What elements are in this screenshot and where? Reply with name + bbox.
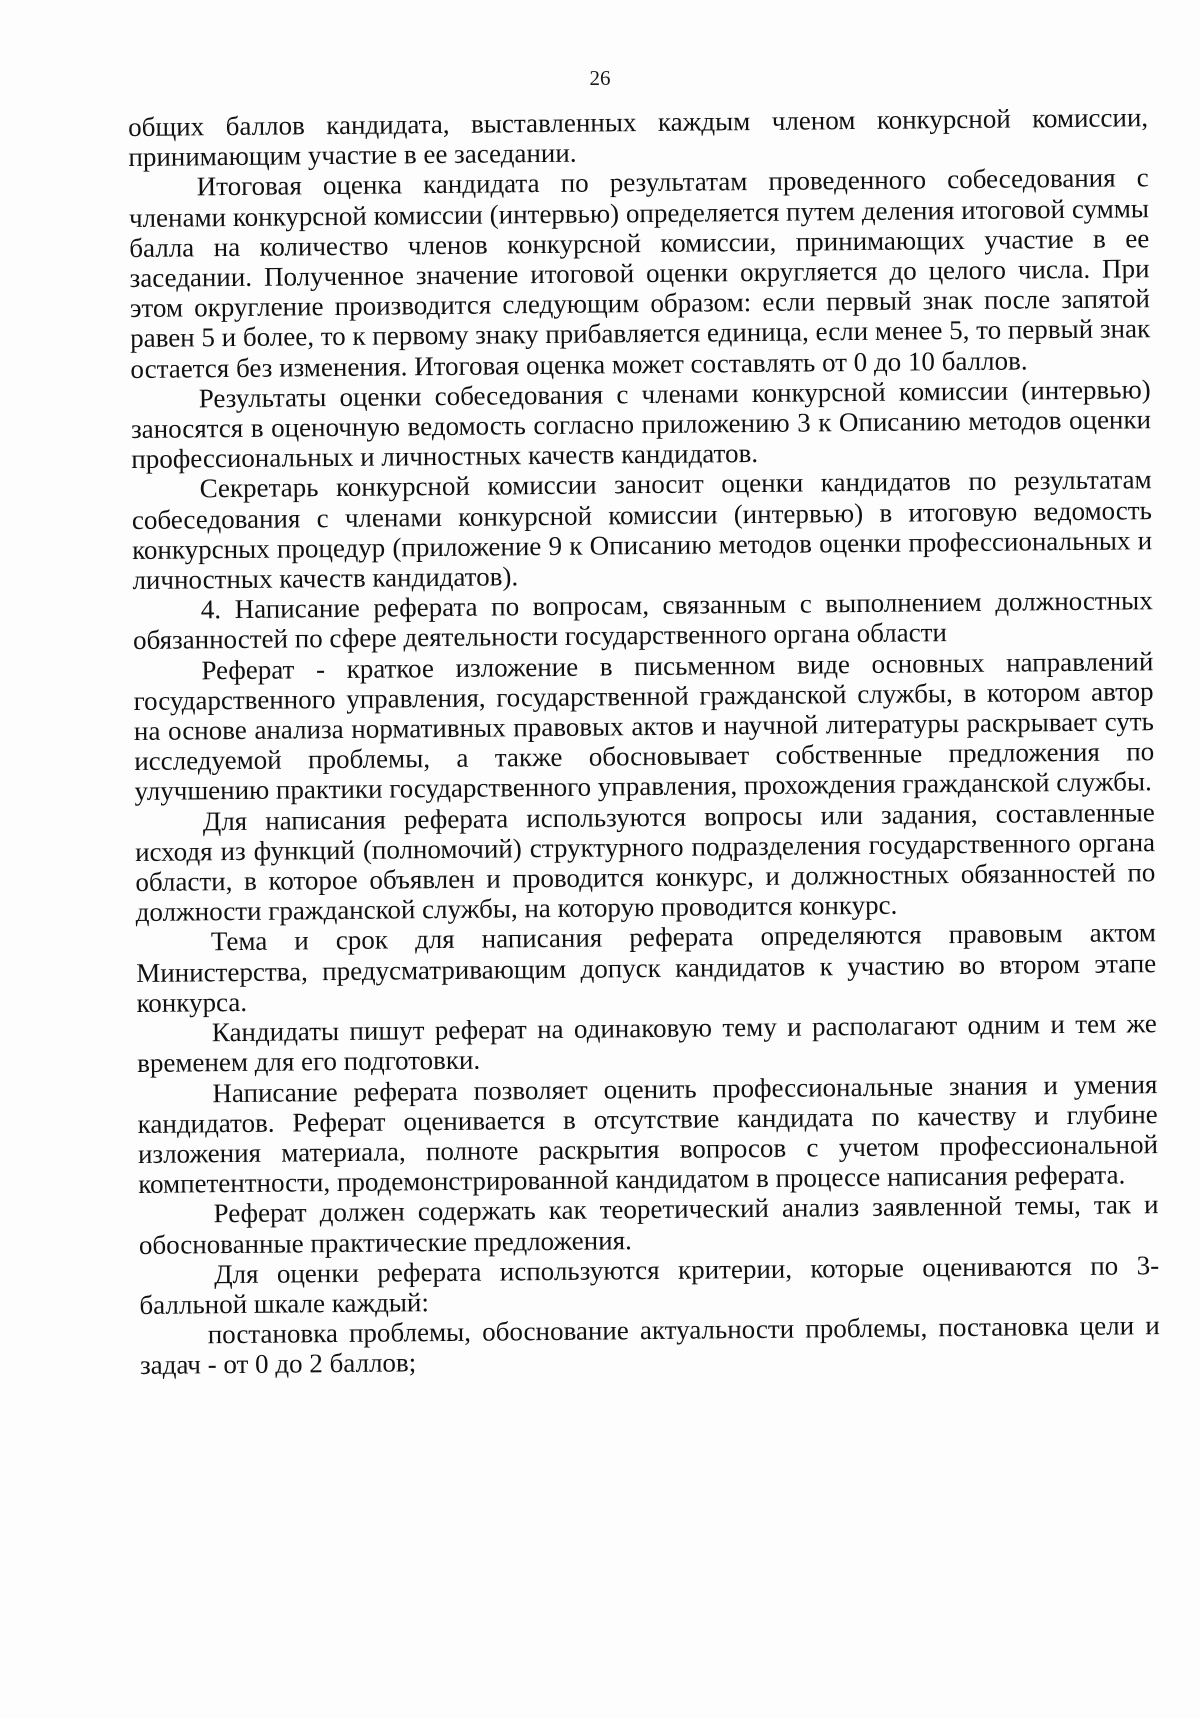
paragraph-interview-results: Результаты оценки собеседования с членами конкурсной комиссии (интервью) заносятся в оценочную ведомость согласно приложению 3 к Описанию методов оценки профессиональных и личностных качеств кандидатов. [130,374,1152,475]
paragraph-section-4-heading: 4. Написание реферата по вопросам, связанным с выполнением должностных обязанностей по сфере деятельности государственного органа области [132,585,1153,656]
paragraph-secretary: Секретарь конкурсной комиссии заносит оценки кандидатов по результатам собеседования с членами конкурсной комиссии (интервью) в итоговую ведомость конкурсных процедур (приложение 9 к Описанию методов оценки профессиональных и личностных качеств кандидатов). [131,464,1153,596]
paragraph-essay-assessment: Написание реферата позволяет оценить профессиональные знания и умения кандидатов. Реферат оценивается в отсутствие кандидата по качеству и глубине изложения материала, полноте раскрытия вопросов с учетом профессиональной компетентности, продемонстрированной кандидатом в процессе написания реферата. [137,1068,1159,1200]
paragraph-same-topic: Кандидаты пишут реферат на одинаковую тему и располагают одним и тем же временем для его подготовки. [136,1008,1157,1079]
paragraph-criterion-1: постановка проблемы, обоснование актуальности проблемы, постановка цели и задач - от 0 до 2 баллов; [139,1310,1160,1381]
body-text [128,102,1160,1380]
paragraph-essay-content: Реферат должен содержать как теоретический анализ заявленной темы, так и обоснованные практические предложения. [138,1189,1159,1260]
paragraph-criteria-intro: Для оценки реферата используются критерии, которые оцениваются по 3-балльной шкале каждый: [139,1249,1160,1320]
paragraph-final-score: Итоговая оценка кандидата по результатам проведенного собеседования с членами конкурсной комиссии (интервью) определяется путем деления итоговой суммы балла на количество членов конкурсной комиссии, принимающих участие в ее заседании. Полученное значение итоговой оценки округляется до целого числа. При этом округление производится следующим образом: если первый знак после запятой равен 5 и более, то к первому знаку прибавляется единица, если менее 5, то первый знак остается без изменения. Итоговая оценка может составлять от 0 до 10 баллов. [128,162,1151,384]
paragraph-essay-topic: Тема и срок для написания реферата определяются правовым актом Министерства, предусматривающим допуск кандидатов к участию во втором этапе конкурса. [136,917,1157,1018]
paragraph-essay-questions: Для написания реферата используются вопросы или задания, составленные исходя из функций (полномочий) структурного подразделения государственного органа области, в которое объявлен и проводится конкурс, и должностных обязанностей по должности гражданской службы, на которую проводится конкурс. [134,796,1156,928]
page-number: 26 [589,66,611,90]
paragraph-essay-definition: Реферат - краткое изложение в письменном виде основных направлений государственного управления, государственной гражданской службы, в котором автор на основе анализа нормативных правовых актов и научной литературы раскрывает суть исследуемой проблемы, а также обосновывает собственные предложения по улучшению практики государственного управления, прохождения гражданской службы. [133,645,1155,807]
paragraph-continuation: общих баллов кандидата, выставленных каждым членом конкурсной комиссии, принимающим участие в ее заседании. [128,102,1149,173]
